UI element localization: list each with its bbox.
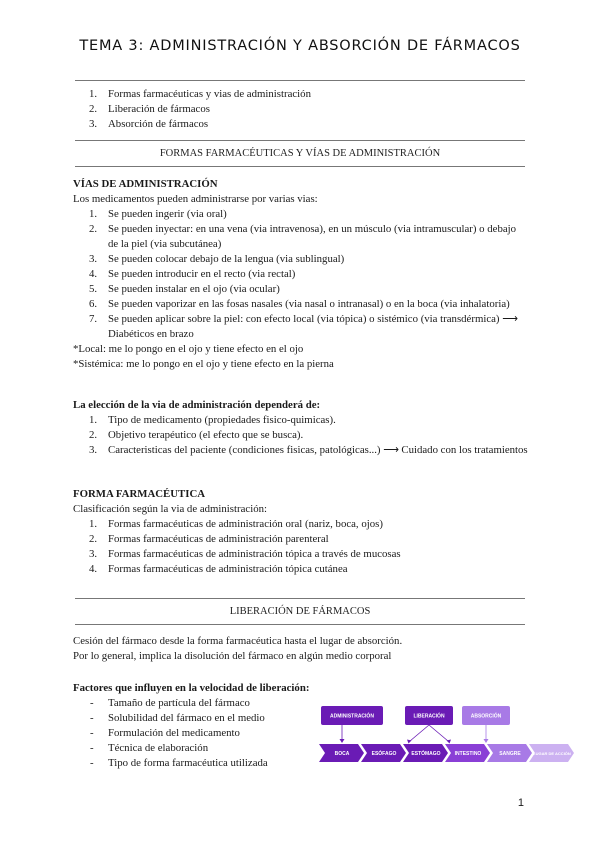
via-item: Se pueden aplicar sobre la piel: con efecto local (via tópica) o sistémico (via transdérmica) ⟶ Diabéticos en brazo bbox=[108, 313, 518, 340]
divider bbox=[75, 624, 525, 625]
process-diagram bbox=[316, 704, 586, 768]
note-sistemica: *Sistémica: me lo pongo en el ojo y tiene efecto en la pierna bbox=[73, 358, 334, 370]
forma-item: Formas farmacéuticas de administración parenteral bbox=[108, 533, 329, 545]
via-item: Se pueden inyectar: en una vena (via intravenosa), en un músculo (via intramuscular) o debajo de la piel (via subcutánea) bbox=[108, 223, 517, 250]
forma-intro: Clasificación según la via de administración: bbox=[73, 503, 267, 515]
via-item: Se pueden vaporizar en las fosas nasales (via nasal o intranasal) o en la boca (via inhalatoria) bbox=[108, 298, 510, 310]
label-liberacion: LIBERACIÓN bbox=[413, 713, 445, 720]
arrow-heads bbox=[340, 739, 452, 744]
forma-item: Formas farmacéuticas de administración oral (nariz, boca, ojos) bbox=[108, 518, 383, 530]
index-item: Formas farmacéuticas y vias de administración bbox=[108, 88, 311, 100]
via-item: Se pueden ingerir (via oral) bbox=[108, 208, 227, 220]
section-heading: FORMAS FARMACÉUTICAS Y VÍAS DE ADMINISTRACIÓN bbox=[159, 148, 441, 159]
page-number: 1 bbox=[517, 797, 524, 809]
forma-section bbox=[73, 487, 528, 577]
note-local: *Local: me lo pongo en el ojo y tiene efecto en el ojo bbox=[73, 343, 304, 355]
divider bbox=[75, 598, 525, 599]
step-label: ESTÓMAGO bbox=[411, 751, 441, 757]
step-label: SANGRE bbox=[499, 751, 521, 757]
eleccion-section bbox=[73, 398, 528, 458]
factor-item: - Técnica de elaboración bbox=[73, 741, 528, 756]
eleccion-item: Objetivo terapéutico (el efecto que se busca). bbox=[108, 429, 304, 441]
via-item: Se pueden colocar debajo de la lengua (via sublingual) bbox=[108, 253, 345, 265]
step-label: BOCA bbox=[334, 751, 350, 757]
diagram-arrows bbox=[342, 725, 448, 741]
factor-item: - Tipo de forma farmacéutica utilizada bbox=[73, 756, 528, 771]
page-title: TEMA 3: ADMINISTRACIÓN Y ABSORCIÓN DE FÁRMACOS bbox=[79, 38, 521, 54]
factores-title: Factores que influyen en la velocidad de liberación: bbox=[73, 682, 310, 694]
vias-title: VÍAS DE ADMINISTRACIÓN bbox=[73, 178, 218, 190]
divider bbox=[75, 166, 525, 167]
step-label: LUGAR DE ACCIÓN bbox=[533, 751, 571, 756]
step-label: INTESTINO bbox=[454, 751, 482, 757]
forma-title: FORMA FARMACÉUTICA bbox=[73, 488, 206, 500]
forma-item: Formas farmacéuticas de administración tópica cutánea bbox=[108, 563, 348, 575]
label-absorcion: ABSORCIÓN bbox=[470, 713, 502, 720]
arrow-head bbox=[484, 739, 489, 743]
forma-item: Formas farmacéuticas de administración tópica a través de mucosas bbox=[108, 548, 401, 560]
index-item: Absorción de fármacos bbox=[108, 118, 209, 130]
eleccion-title: La elección de la via de administración dependerá de: bbox=[73, 399, 321, 411]
index-item: Liberación de fármacos bbox=[108, 103, 210, 115]
factor-item: - Solubilidad del fármaco en el medio bbox=[73, 711, 528, 726]
vias-section bbox=[73, 177, 528, 372]
divider bbox=[75, 140, 525, 141]
step-label: ESÓFAGO bbox=[371, 751, 397, 757]
liberacion-text bbox=[73, 634, 528, 664]
liberacion-p2: Por lo general, implica la disolución del fármaco en algún medio corporal bbox=[73, 650, 392, 662]
label-administracion: ADMINISTRACIÓN bbox=[330, 713, 374, 720]
eleccion-item: Caracteristicas del paciente (condiciones fisicas, patológicas...) ⟶ Cuidado con los tratamientos bbox=[108, 444, 528, 456]
section-heading: LIBERACIÓN DE FÁRMACOS bbox=[229, 606, 371, 617]
eleccion-item: Tipo de medicamento (propiedades fisico-quimicas). bbox=[108, 414, 336, 426]
divider bbox=[75, 80, 525, 81]
factor-item: - Formulación del medicamento bbox=[73, 726, 528, 741]
via-item: Se pueden introducir en el recto (via rectal) bbox=[108, 268, 296, 280]
index-list bbox=[73, 87, 528, 132]
via-item: Se pueden instalar en el ojo (via ocular) bbox=[108, 283, 280, 295]
vias-intro: Los medicamentos pueden administrarse por varias vias: bbox=[73, 193, 318, 205]
liberacion-p1: Cesión del fármaco desde la forma farmacéutica hasta el lugar de absorción. bbox=[73, 635, 403, 647]
factor-item: - Tamaño de partícula del fármaco bbox=[73, 696, 528, 711]
